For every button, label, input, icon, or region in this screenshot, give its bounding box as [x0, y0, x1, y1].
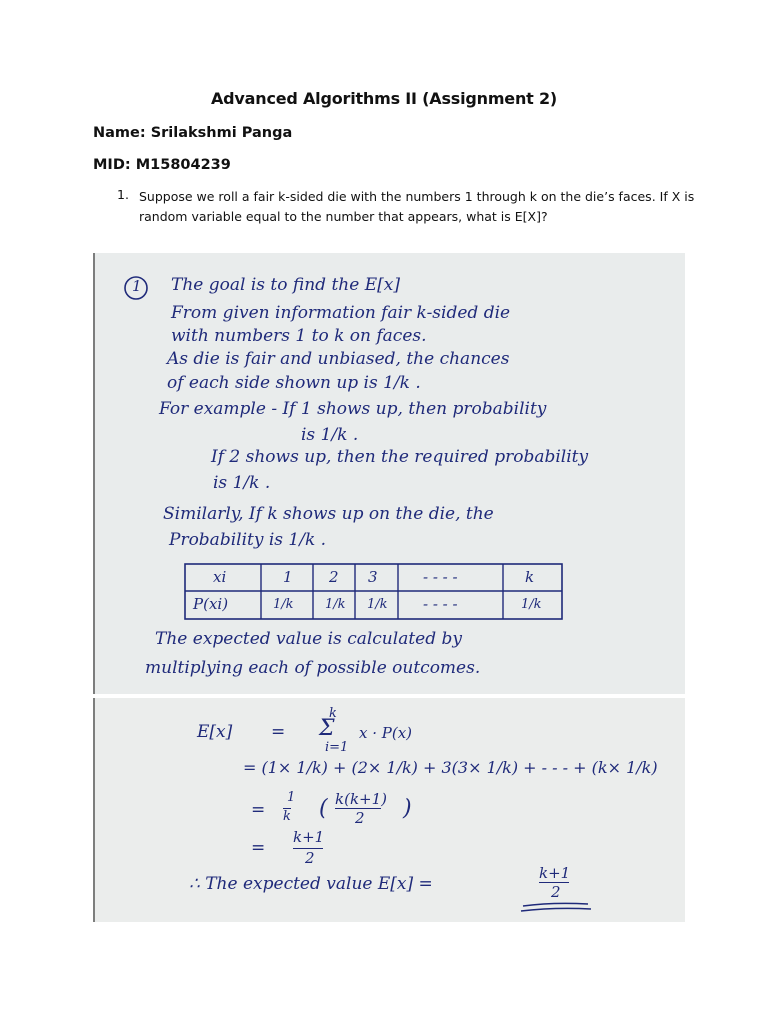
table-cell: k [525, 568, 535, 586]
table-cell: 1/k [273, 597, 294, 612]
math-line-3-eq: = [251, 800, 266, 820]
student-name: Name: Srilakshmi Panga [93, 125, 293, 141]
table-cell: - - - - [423, 568, 458, 586]
hw-line-10: Similarly, If k shows up on the die, the [163, 504, 494, 524]
hw-line-6: For example - If 1 shows up, then probability [159, 399, 547, 419]
page-title: Advanced Algorithms II (Assignment 2) [210, 89, 558, 108]
math-line-4-den: 2 [293, 848, 323, 867]
table-cell: - - - - [423, 595, 458, 613]
hw-line-1: The goal is to find the E[x] [171, 275, 400, 295]
sum-term: x · P(x) [359, 724, 413, 742]
question-text: Suppose we roll a fair k-sided die with the numbers 1 through k on the die’s faces. If X is random variable equal to the number that appears, what is E[X]? [139, 189, 695, 224]
hw-line-7: is 1/k . [301, 425, 359, 445]
underline-marks [93, 698, 685, 922]
math-paren-den: 2 [335, 808, 381, 827]
table-header-cell: P(xi) [193, 595, 229, 613]
math-line-4-num: k+1 [293, 828, 325, 846]
table-cell: 1/k [325, 597, 346, 612]
table-cell: 1/k [521, 597, 542, 612]
math-equals: = [271, 722, 286, 742]
table-header-cell: xi [213, 568, 227, 586]
conclusion: ∴ The expected value E[x] = [189, 874, 433, 894]
paren-close: ) [403, 796, 412, 821]
hw-line-8: If 2 shows up, then the required probability [211, 447, 589, 467]
student-mid: MID: M15804239 [93, 157, 231, 173]
sum-top: k [329, 706, 337, 721]
hw-line-13: multiplying each of possible outcomes. [145, 658, 481, 678]
sum-bottom: i=1 [325, 740, 349, 755]
circled-number: 1 [132, 277, 142, 295]
math-line-2: = (1× 1/k) + (2× 1/k) + 3(3× 1/k) + - - - + (k× 1/k) [243, 758, 658, 777]
math-ex: E[x] [197, 722, 233, 742]
hw-line-9: is 1/k . [213, 473, 271, 493]
question-number: 1. [117, 187, 129, 202]
conclusion-den: 2 [539, 882, 569, 901]
hw-line-5: of each side shown up is 1/k . [167, 373, 421, 393]
math-paren-num: k(k+1) [335, 790, 387, 808]
math-frac-den: k [283, 809, 291, 824]
hw-line-11: Probability is 1/k . [169, 530, 327, 550]
hw-line-2: From given information fair k-sided die [171, 303, 511, 323]
hw-line-4: As die is fair and unbiased, the chances [167, 349, 510, 369]
hw-line-3: with numbers 1 to k on faces. [171, 326, 427, 346]
math-line-4-eq: = [251, 838, 266, 858]
hw-line-12: The expected value is calculated by [155, 629, 462, 649]
table-cell: 1 [283, 568, 293, 586]
sum-symbol: Σ [319, 716, 335, 741]
paren-open: ( [319, 796, 328, 821]
table-cell: 2 [329, 568, 339, 586]
table-cell: 3 [368, 568, 378, 586]
math-frac-num: 1 [287, 790, 296, 805]
handwritten-photo-2 [93, 698, 685, 922]
conclusion-num: k+1 [539, 864, 571, 882]
handwritten-photo-1 [93, 253, 685, 694]
table-cell: 1/k [367, 597, 388, 612]
